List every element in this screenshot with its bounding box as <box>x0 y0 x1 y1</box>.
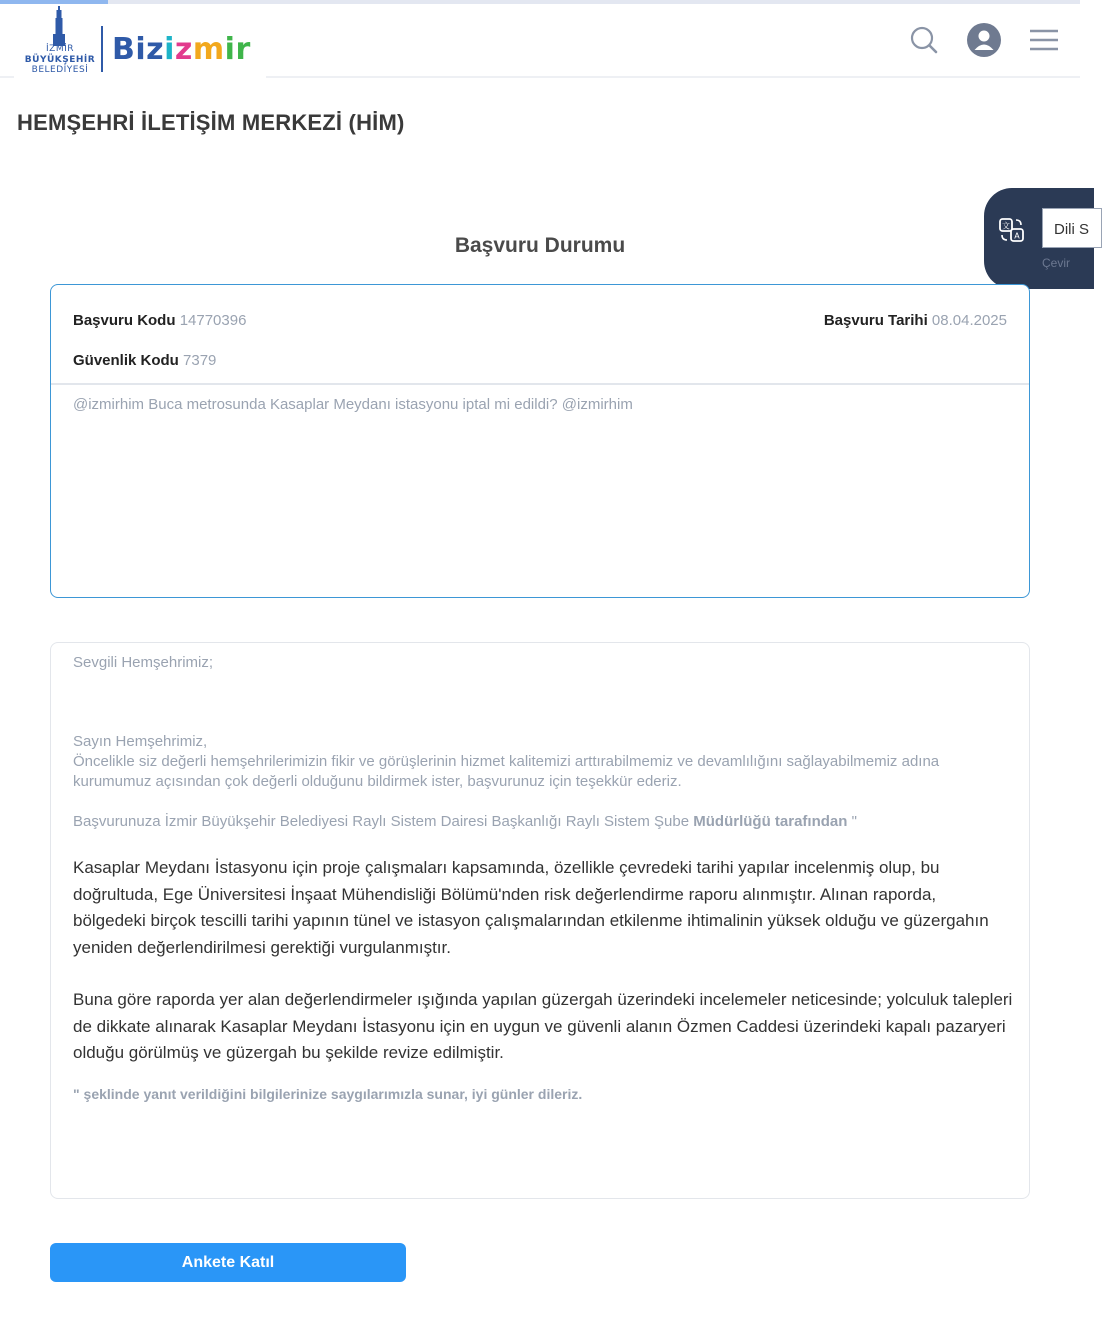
logo-line-buyuksehir: BÜYÜKŞEHİR <box>24 55 96 65</box>
brand-part-biz: Biz <box>112 32 165 67</box>
language-select[interactable]: Dili S <box>1042 208 1102 248</box>
izmir-logo[interactable] <box>14 4 266 78</box>
clock-tower-icon <box>53 6 65 46</box>
reply-body-paragraph-1: Kasaplar Meydanı İstasyonu için proje çalışmaları kapsamında, özellikle çevredeki tarihi yapılar incelenmiş olup, bu doğrultuda, Ege Üniversitesi İnşaat Mühendisliği Bölümü'nden risk değerlendirme raporu alınmıştır. Alınan raporda, bölgedeki birçok tescilli tarihi yapının tünel ve istasyon çalışmalarından etkilenme ihtimalinin yüksek olduğu ve güzergahın yeniden değerlendirilmesi gerektiği vurgulanmıştır. <box>73 858 989 957</box>
page-title: HEMŞEHRİ İLETİŞİM MERKEZİ (HİM) <box>17 110 405 135</box>
reply-body <box>73 855 1013 1067</box>
reply-responder-prefix: Başvurunuza İzmir Büyükşehir Belediyesi Raylı Sistem Dairesi Başkanlığı Raylı Sistem Şube <box>73 813 690 830</box>
brand-part-m: m <box>192 32 225 67</box>
user-icon[interactable] <box>966 22 1002 58</box>
application-status-heading: Başvuru Durumu <box>454 234 626 257</box>
application-date <box>824 312 1007 329</box>
security-code-value: 7379 <box>183 352 217 369</box>
reply-intro <box>73 732 1008 792</box>
bizizmir-brand <box>112 32 251 67</box>
security-code <box>73 352 216 369</box>
clock-tower-emblem-icon <box>22 6 98 76</box>
reply-responder-bold: Müdürlüğü tarafından <box>693 813 848 830</box>
brand-part-i: i <box>164 32 175 67</box>
hamburger-menu-icon[interactable] <box>1026 22 1062 58</box>
reply-intro-thanks: Öncelikle siz değerli hemşehrilerimizin fikir ve görüşlerinin hizmet kalitemizi arttırabilmemiz ve devamlılığını sağlayabilmemiz adına kurumumuz açısından çok değerli olduğunu bildirmek ister, başvurunuz için teşekkür ederiz. <box>73 753 940 790</box>
application-code <box>73 312 246 329</box>
reply-body-paragraph-2: Buna göre raporda yer alan değerlendirmeler ışığında yapılan güzergah üzerindeki incelemeler neticesinde; yolculuk talepleri de dikkate alınarak Kasaplar Meydanı İstasyonu için en uygun ve güvenli alanın Özmen Caddesi üzerindeki kapalı pazaryeri olduğu görülmüş ve güzergah bu şekilde revize edilmiştir. <box>73 990 1013 1062</box>
application-message: @izmirhim Buca metrosunda Kasaplar Meydanı istasyonu iptal mi edildi? @izmirhim <box>73 396 633 413</box>
search-icon[interactable] <box>906 22 942 58</box>
reply-card <box>50 642 1030 1199</box>
svg-text:A: A <box>1014 231 1020 241</box>
brand-part-z: z <box>174 32 193 67</box>
card-divider <box>51 383 1029 385</box>
logo-divider <box>101 26 103 72</box>
site-header <box>0 4 1080 78</box>
application-card <box>50 284 1030 598</box>
reply-intro-salutation: Sayın Hemşehrimiz, <box>73 733 208 750</box>
svg-text:文: 文 <box>1002 221 1010 231</box>
logo-line-belediyesi: BELEDİYESİ <box>31 65 89 75</box>
application-date-value: 08.04.2025 <box>931 312 1007 329</box>
join-survey-button[interactable]: Ankete Katıl <box>50 1243 406 1282</box>
reply-responder-suffix: " <box>847 813 857 830</box>
translate-sub-label: Çevir <box>1042 256 1071 270</box>
reply-greeting: Sevgili Hemşehrimiz; <box>73 654 214 671</box>
brand-part-ir: ir <box>224 32 251 67</box>
application-date-label: Başvuru Tarihi <box>823 312 928 329</box>
security-code-label: Güvenlik Kodu <box>73 352 179 369</box>
reply-closing: " şeklinde yanıt verildiğini bilgilerinize saygılarımızla sunar, iyi günler dileriz. <box>73 1086 583 1102</box>
reply-responder <box>73 812 1008 832</box>
logo-line-izmir: İZMİR <box>46 44 74 54</box>
application-code-value: 14770396 <box>179 312 247 329</box>
application-code-label: Başvuru Kodu <box>73 312 176 329</box>
